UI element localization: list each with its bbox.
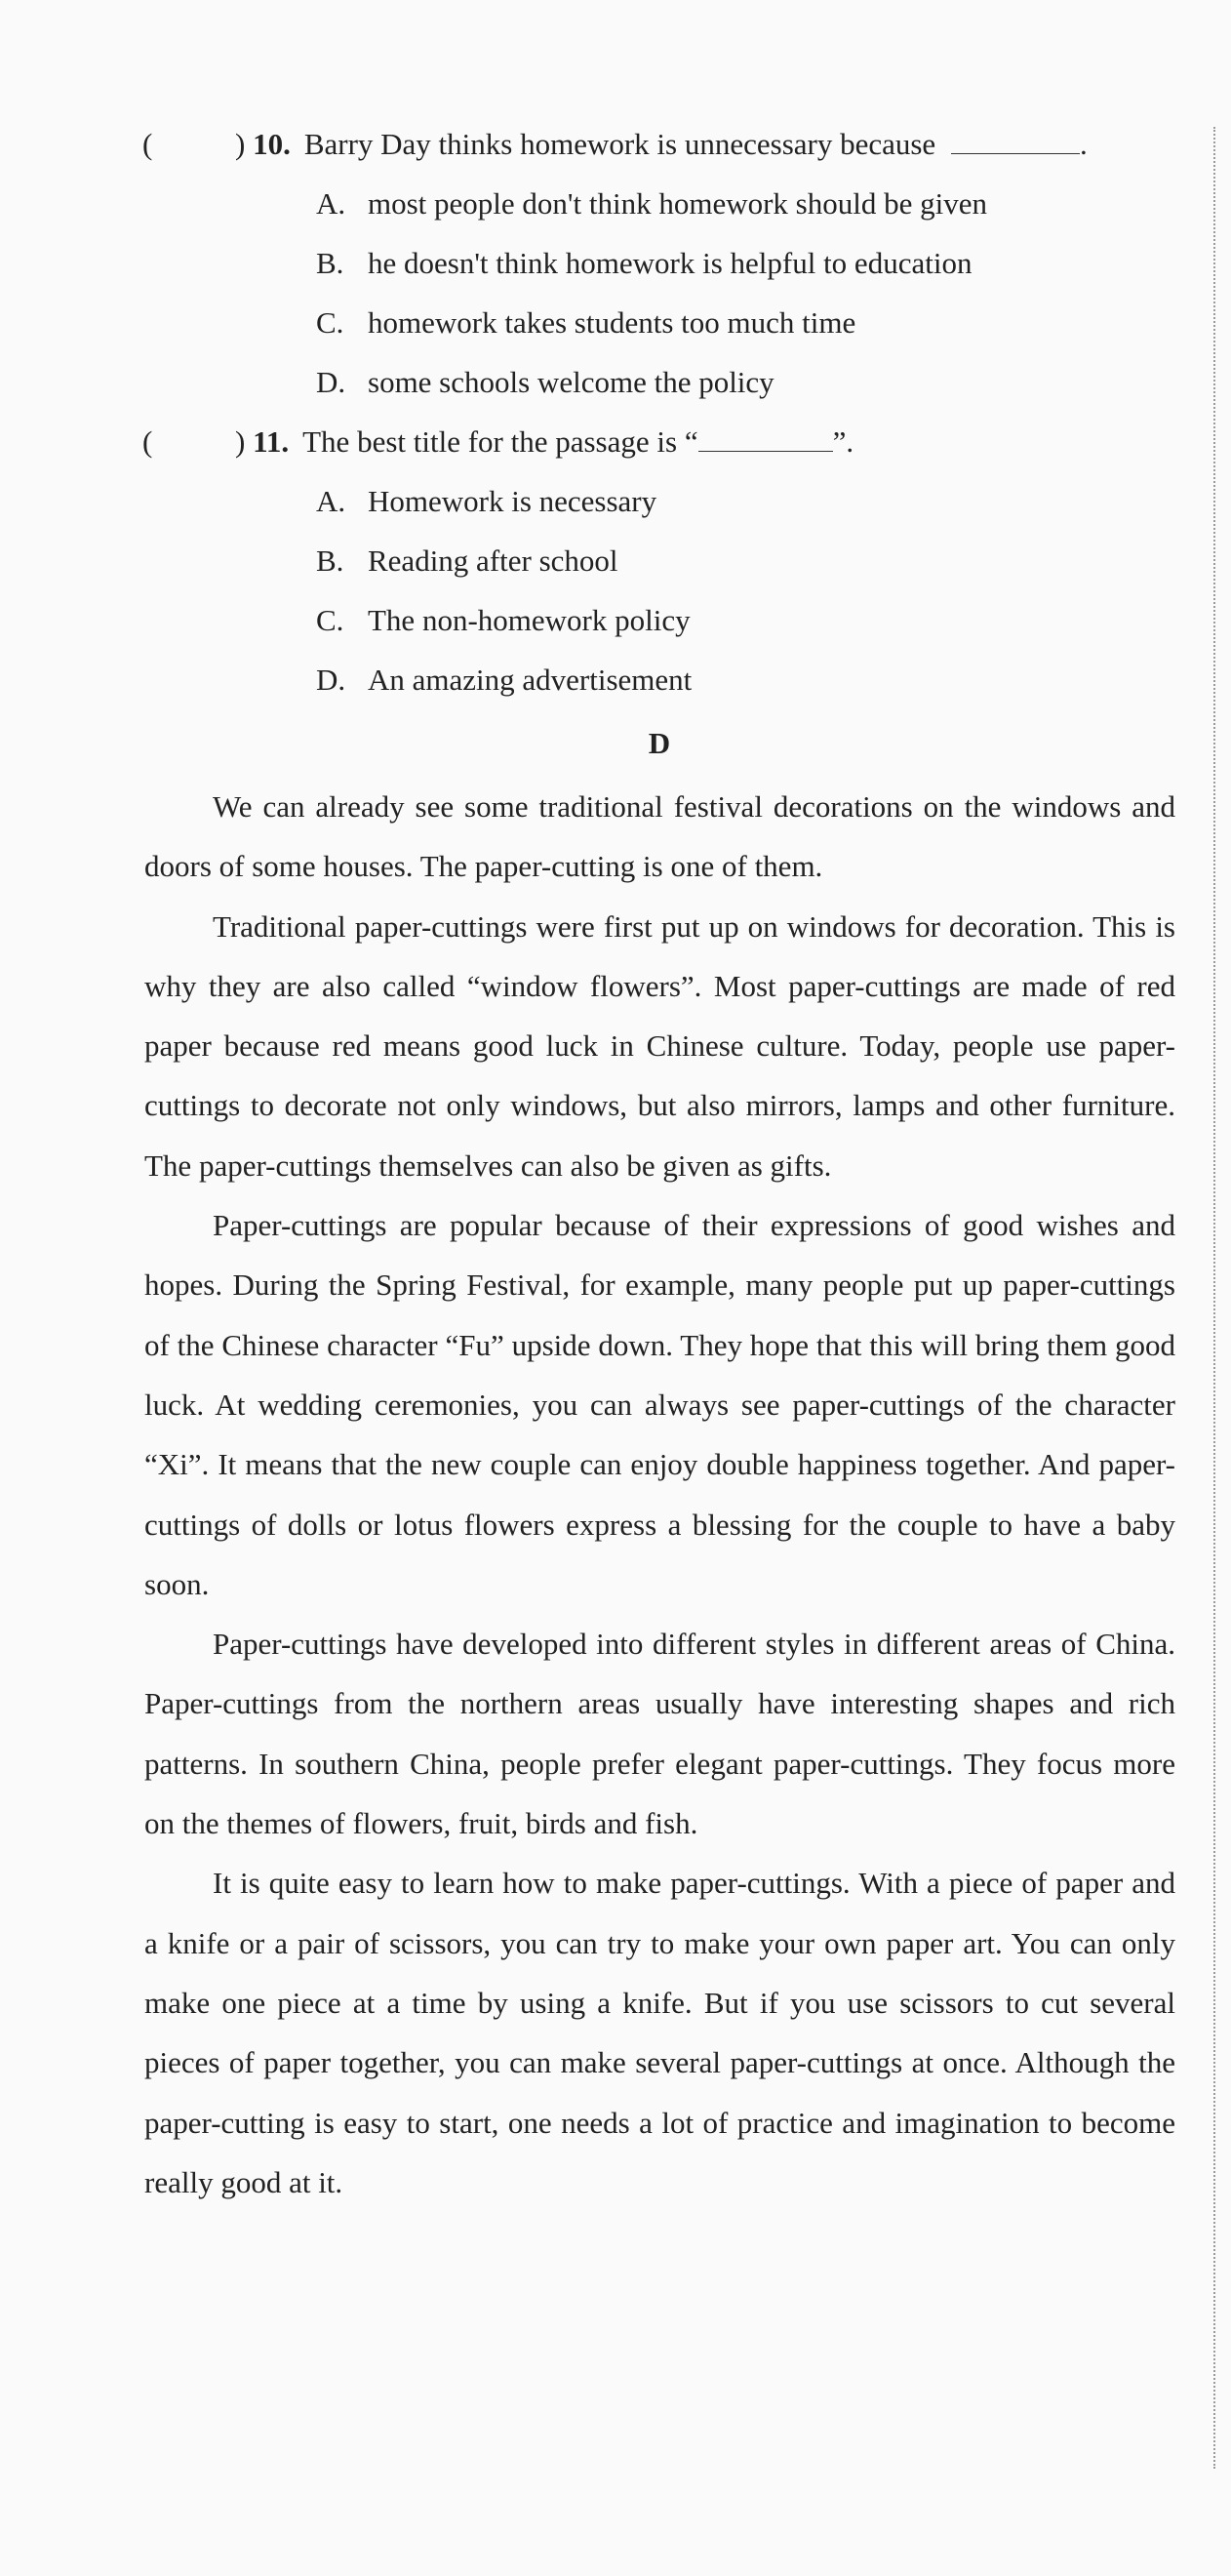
option-letter: D. <box>316 663 346 697</box>
question-11-option-a <box>316 478 656 525</box>
reading-passage <box>144 777 1175 2212</box>
option-letter: A. <box>316 186 346 221</box>
question-number: 10. <box>253 127 291 161</box>
question-11 <box>142 419 854 465</box>
question-10-option-d <box>316 359 774 406</box>
option-text: homework takes students too much time <box>368 305 856 340</box>
option-text: Reading after school <box>368 543 618 578</box>
answer-blank <box>698 422 833 452</box>
question-11-option-d <box>316 657 692 704</box>
option-text: he doesn't think homework is helpful to education <box>368 246 973 280</box>
question-number: 11. <box>253 424 290 459</box>
option-letter: B. <box>316 246 344 280</box>
question-10 <box>142 121 1088 168</box>
option-text: The non-homework policy <box>368 603 691 637</box>
question-10-option-b <box>316 240 972 287</box>
question-11-option-b <box>316 538 618 584</box>
question-stem-end: ”. <box>832 424 854 459</box>
question-10-option-a <box>316 181 987 227</box>
option-text: some schools welcome the policy <box>368 365 774 399</box>
answer-paren-open: ( <box>142 424 153 459</box>
option-text: Homework is necessary <box>368 484 657 518</box>
binding-dotted-line <box>1213 127 1215 2469</box>
section-heading: D <box>648 726 671 760</box>
answer-paren-close: ) <box>235 127 246 161</box>
question-10-option-c <box>316 300 855 346</box>
answer-paren-open: ( <box>142 127 153 161</box>
question-stem: The best title for the passage is “ <box>302 424 698 459</box>
passage-paragraph-5: It is quite easy to learn how to make paper-cuttings. With a piece of paper and a knife or a pair of scissors, you can try to make your own paper art. You can only make one piece at a time by using a knife. But if you use scissors to cut several pieces of paper together, you can make several paper-cuttings at once. Although the paper-cutting is easy to start, one needs a lot of practice and imagination to become really good at it. <box>144 1866 1175 2199</box>
option-text: An amazing advertisement <box>368 663 693 697</box>
answer-blank <box>951 124 1080 154</box>
question-stem-end: . <box>1079 127 1088 161</box>
option-letter: D. <box>316 365 346 399</box>
passage-paragraph-2: Traditional paper-cuttings were first put up on windows for decoration. This is why they are also called “window flowers”. Most paper-cuttings are made of red paper because red means good luck in Chinese culture. Today, people use paper-cuttings to decorate not only windows, but also mirrors, lamps and other furniture. The paper-cuttings themselves can also be given as gifts. <box>144 908 1175 1183</box>
question-11-option-c <box>316 597 691 644</box>
passage-paragraph-3: Paper-cuttings are popular because of their expressions of good wishes and hopes. During the Spring Festival, for example, many people put up paper-cuttings of the Chinese character “Fu” upside down. They hope that this will bring them good luck. At wedding ceremonies, you can always see paper-cuttings of the character “Xi”. It means that the new couple can enjoy double happiness together. And paper-cuttings of dolls or lotus flowers express a blessing for the couple to have a baby soon. <box>144 1208 1175 1601</box>
option-letter: C. <box>316 603 344 637</box>
option-letter: A. <box>316 484 346 518</box>
passage-paragraph-4: Paper-cuttings have developed into different styles in different areas of China. Paper-cuttings from the northern areas usually have interesting shapes and rich patterns. In southern China, people prefer elegant paper-cuttings. They focus more on the themes of flowers, fruit, birds and fish. <box>144 1627 1175 1841</box>
answer-paren-close: ) <box>235 424 246 459</box>
option-text: most people don't think homework should be given <box>368 186 987 221</box>
option-letter: B. <box>316 543 344 578</box>
option-letter: C. <box>316 305 344 340</box>
passage-paragraph-1: We can already see some traditional festival decorations on the windows and doors of some houses. The paper-cutting is one of them. <box>144 789 1175 884</box>
question-stem: Barry Day thinks homework is unnecessary because <box>303 127 936 161</box>
